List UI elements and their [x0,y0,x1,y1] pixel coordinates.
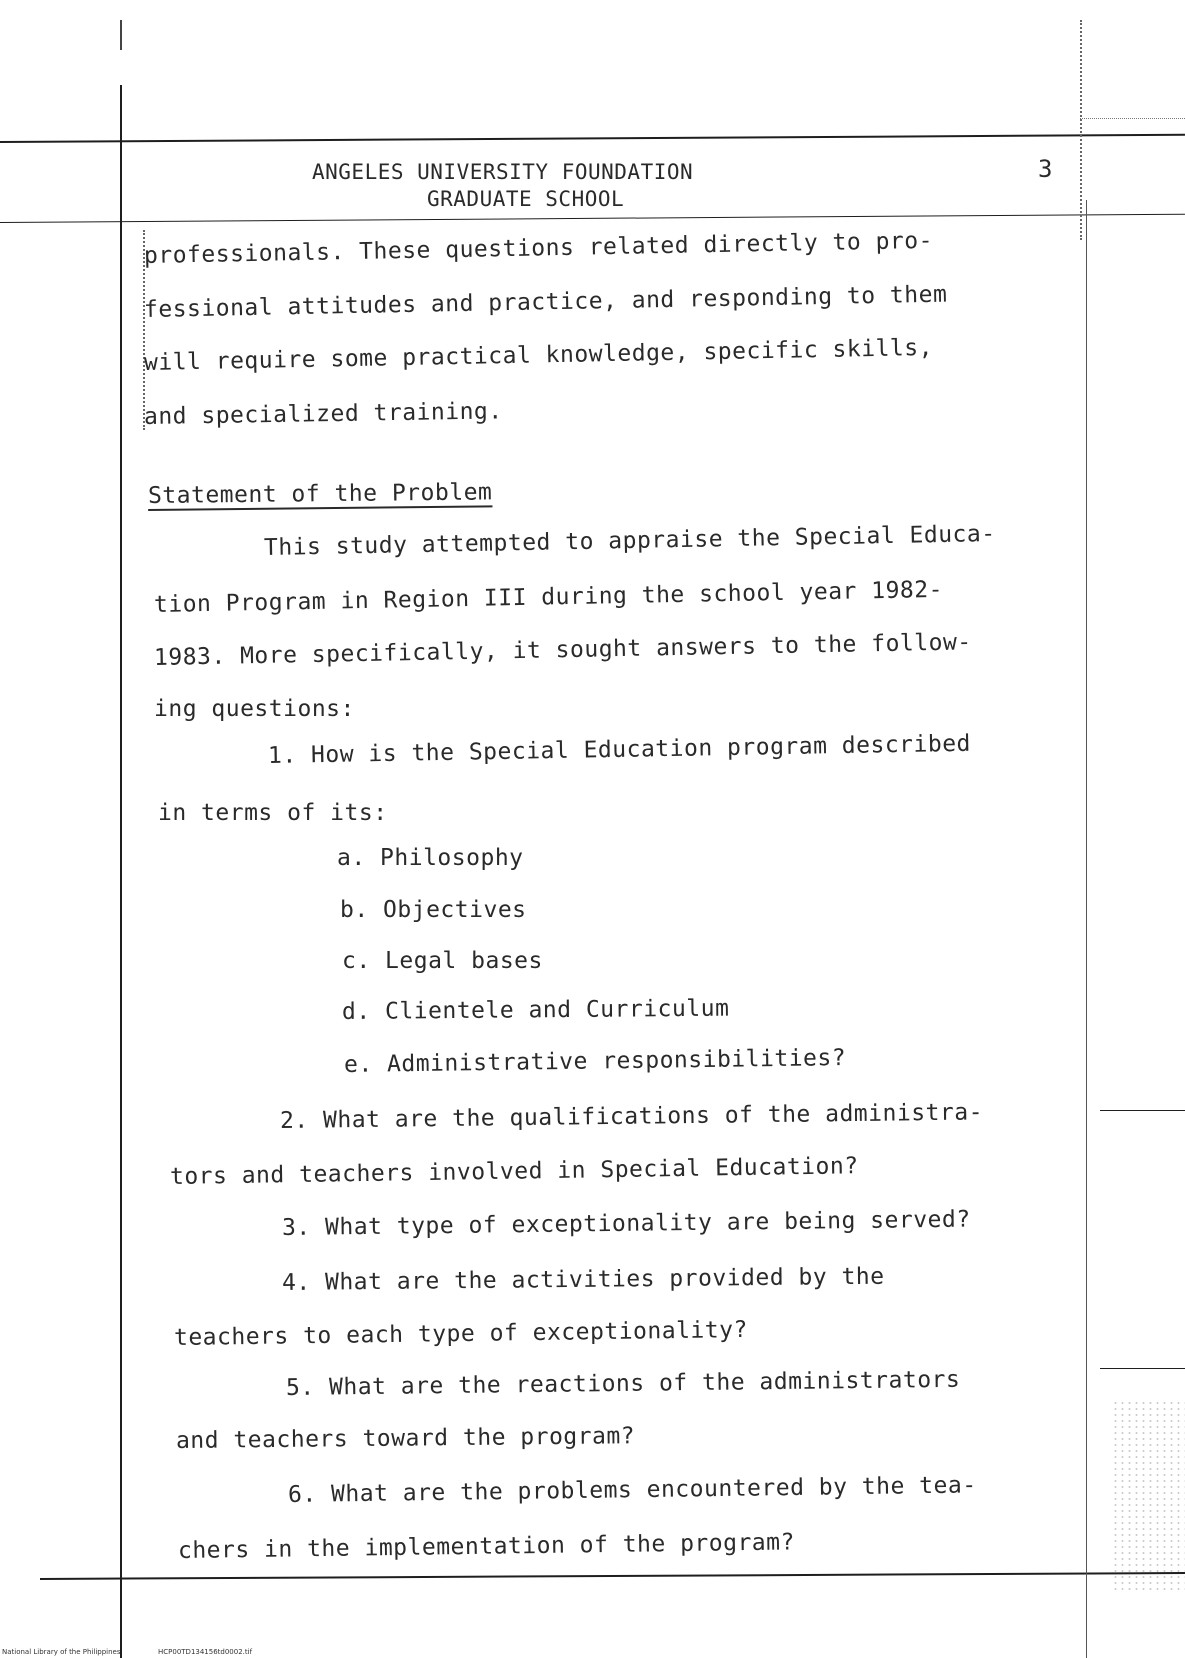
institution-title: ANGELES UNIVERSITY FOUNDATION [312,160,694,184]
question-line: teachers to each type of exceptionality? [173,1316,749,1351]
statement-line: This study attempted to appraise the Special Educa- [263,520,996,561]
page-number: 3 [1038,155,1053,183]
intro-line: and specialized training. [143,398,503,430]
question-line: 2. What are the qualifications of the administra- [279,1099,984,1134]
scan-noise-patch [1112,1400,1185,1590]
sub-item: c. Legal bases [342,948,543,974]
intro-line: professionals. These questions related directly to pro- [143,227,934,269]
question-line: and teachers toward the program? [175,1423,636,1454]
sub-item: b. Objectives [340,897,527,923]
question-line: 3. What type of exceptionality are being served? [281,1206,971,1241]
section-heading: Statement of the Problem [147,479,493,509]
question-line: 5. What are the reactions of the administrators [285,1366,961,1401]
statement-line: ing questions: [154,696,355,722]
intro-line: will require some practical knowledge, specific skills, [143,334,934,376]
question-line: 6. What are the problems encountered by the tea- [287,1472,977,1508]
right-edge-dotted-line [1080,20,1082,240]
footer-file-id: HCP00TD134156td0002.tif [158,1648,253,1656]
question-1-line: in terms of its: [158,800,388,826]
left-margin-line [120,85,122,1658]
question-line: chers in the implementation of the program? [177,1529,796,1564]
question-line: tors and teachers involved in Special Education? [169,1153,859,1190]
top-left-tick-mark [120,20,122,50]
question-line: 4. What are the activities provided by the [281,1263,885,1296]
right-margin-mark-1 [1100,1110,1185,1111]
footer-library-label: National Library of the Philippines [2,1648,121,1656]
right-margin-mark-2 [1100,1368,1185,1369]
right-margin-line [1086,200,1087,1658]
sub-item: a. Philosophy [337,845,524,871]
school-subtitle: GRADUATE SCHOOL [427,187,625,211]
header-divider-line [0,214,1185,223]
question-1-line: 1. How is the Special Education program described [267,730,972,769]
statement-line: tion Program in Region III during the school year 1982- [153,576,944,618]
top-border-line [0,134,1185,143]
bottom-border-line [40,1572,1185,1580]
intro-line: fessional attitudes and practice, and responding to them [143,281,948,323]
statement-line: 1983. More specifically, it sought answers to the follow- [153,629,972,671]
sub-item: e. Administrative responsibilities? [343,1044,847,1078]
right-edge-dotted-mark [1080,118,1185,119]
sub-item: d. Clientele and Curriculum [341,995,730,1025]
